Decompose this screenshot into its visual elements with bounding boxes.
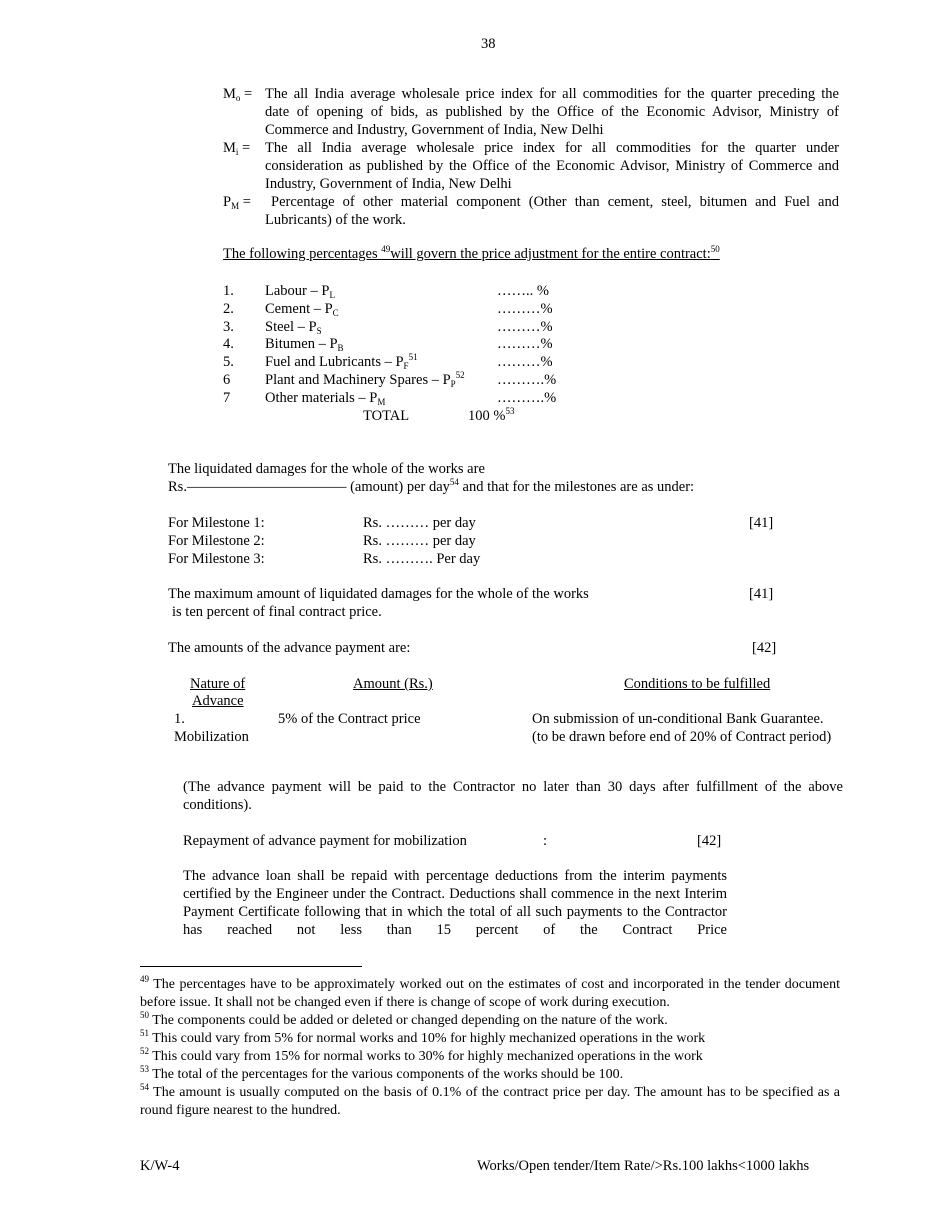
definition-text: consideration as published by the Office of the Economic Advisor, Ministry of Commerce and Industry, Government of India, New Delhi <box>265 158 839 192</box>
percentages-heading: The following percentages $^{49}$will govern the price adjustment for the entire contract:$^{50}$ <box>223 244 720 262</box>
definition-line: The all India average wholesale price index for all commodities for the quarter under <box>265 140 839 156</box>
footnote: $^{50}$ The components could be added or deleted or changed depending on the nature of the work. <box>140 1010 668 1028</box>
milestone-label: For Milestone 3: <box>168 551 265 567</box>
list-item-name: Bitumen – $P_B$ <box>265 336 344 353</box>
list-item-value: ……….% <box>497 390 557 406</box>
advance-note: (The advance payment will be paid to the Contractor no later than 30 days after fulfillment of the above conditions). <box>183 779 843 813</box>
list-item-name: Cement – $P_C$ <box>265 301 339 318</box>
advance-intro: The amounts of the advance payment are: <box>168 640 411 656</box>
total-value: 100 %$^{53}$ <box>468 406 515 424</box>
footer-right: Works/Open tender/Item Rate/>Rs.100 lakhs<1000 lakhs <box>477 1158 810 1174</box>
definition-symbol: $M_i$ = <box>223 140 251 157</box>
table-cell-conditions: (to be drawn before end of 20% of Contract period) <box>532 729 832 745</box>
footnote: $^{49}$ The percentages have to be approximately worked out on the estimates of cost and incorporated in the tender document before issue. It shall not be changed even if there is change of scope of work during execution. <box>140 974 840 1010</box>
milestone-label: For Milestone 2: <box>168 533 265 549</box>
max-ld-text: The maximum amount of liquidated damages for the whole of the works <box>168 586 589 602</box>
list-item-value: ………% <box>497 354 553 370</box>
milestone-amount: Rs. ……… per day <box>363 515 476 531</box>
ld-amount-line: Rs.——————————— (amount) per day$^{54}$ and that for the milestones are as under: <box>168 477 695 495</box>
footnote: $^{54}$ The amount is usually computed on the basis of 0.1% of the contract price per day. The amount has to be specified as a round figure nearest to the hundred. <box>140 1082 840 1118</box>
milestone-label: For Milestone 1: <box>168 515 265 531</box>
list-item-number: 5. <box>223 354 234 370</box>
definition-text: date of opening of bids, as published by the Office of the Economic Advisor, Ministry of Commerce and Industry, Government of India, New Delhi <box>265 104 839 138</box>
list-item-number: 7 <box>223 390 231 406</box>
list-item-value: …….. % <box>497 283 549 299</box>
footnote-separator <box>140 966 362 967</box>
repayment-colon: : <box>543 833 548 849</box>
footnote: $^{53}$ The total of the percentages for the various components of the works should be 100. <box>140 1064 624 1082</box>
list-item-name: Fuel and Lubricants – $P_F^{51}$ <box>265 352 418 371</box>
table-header-conditions: Conditions to be fulfilled <box>624 676 771 692</box>
list-item-name: Other materials – $P_M$ <box>265 390 386 407</box>
table-header-nature: Advance <box>192 693 244 709</box>
milestone-amount: Rs. ……… per day <box>363 533 476 549</box>
table-cell-nature: Mobilization <box>174 729 249 745</box>
list-item-name: Steel – $P_S$ <box>265 319 322 336</box>
definition-symbol: $M_o$ = <box>223 86 253 103</box>
table-header-amount: Amount (Rs.) <box>353 676 433 692</box>
repayment-label: Repayment of advance payment for mobilization <box>183 833 467 849</box>
list-item-number: 2. <box>223 301 234 317</box>
definition-line: The all India average wholesale price index for all commodities for the quarter preceding the <box>265 86 839 102</box>
list-item-name: Labour – $P_L$ <box>265 283 335 300</box>
repayment-text: The advance loan shall be repaid with percentage deductions from the interim payments certified by the Engineer under the Contract. Deductions shall commence in the next Interim Payment Certificate following that in which the total of all such payments to the Contractor has reached not less than 15 percent of the Contract Price <box>183 868 727 938</box>
table-cell-conditions: On submission of un-conditional Bank Guarantee. <box>532 711 824 727</box>
list-item-value: ………% <box>497 336 553 352</box>
list-item-value: ………% <box>497 301 553 317</box>
clause-reference: [41] <box>749 586 774 602</box>
footnote: $^{52}$ This could vary from 15% for normal works to 30% for highly mechanized operations in the work <box>140 1046 703 1064</box>
clause-reference: [42] <box>697 833 722 849</box>
footnote: $^{51}$ This could vary from 5% for normal works and 10% for highly mechanized operations in the work <box>140 1028 706 1046</box>
footer-left: K/W-4 <box>140 1158 180 1174</box>
total-label: TOTAL <box>363 408 410 424</box>
definition-text: Lubricants) of the work. <box>265 212 406 228</box>
list-item-value: ……….% <box>497 372 557 388</box>
milestone-amount: Rs. ………. Per day <box>363 551 481 567</box>
list-item-name: Plant and Machinery Spares – $P_P^{52}$ <box>265 370 465 389</box>
clause-reference: [42] <box>752 640 777 656</box>
ld-intro: The liquidated damages for the whole of the works are <box>168 461 485 477</box>
max-ld-text: is ten percent of final contract price. <box>172 604 382 620</box>
list-item-value: ………% <box>497 319 553 335</box>
list-item-number: 1. <box>223 283 234 299</box>
definition-symbol: $P_M$ = <box>223 194 251 211</box>
definition-line: Percentage of other material component (Other than cement, steel, bitumen and Fuel and <box>271 194 839 210</box>
page-number: 38 <box>481 36 496 52</box>
clause-reference: [41] <box>749 515 774 531</box>
list-item-number: 4. <box>223 336 234 352</box>
list-item-number: 3. <box>223 319 234 335</box>
table-cell-amount: 5% of the Contract price <box>278 711 421 727</box>
table-cell-number: 1. <box>174 711 185 727</box>
list-item-number: 6 <box>223 372 231 388</box>
table-header-nature: Nature of <box>190 676 246 692</box>
